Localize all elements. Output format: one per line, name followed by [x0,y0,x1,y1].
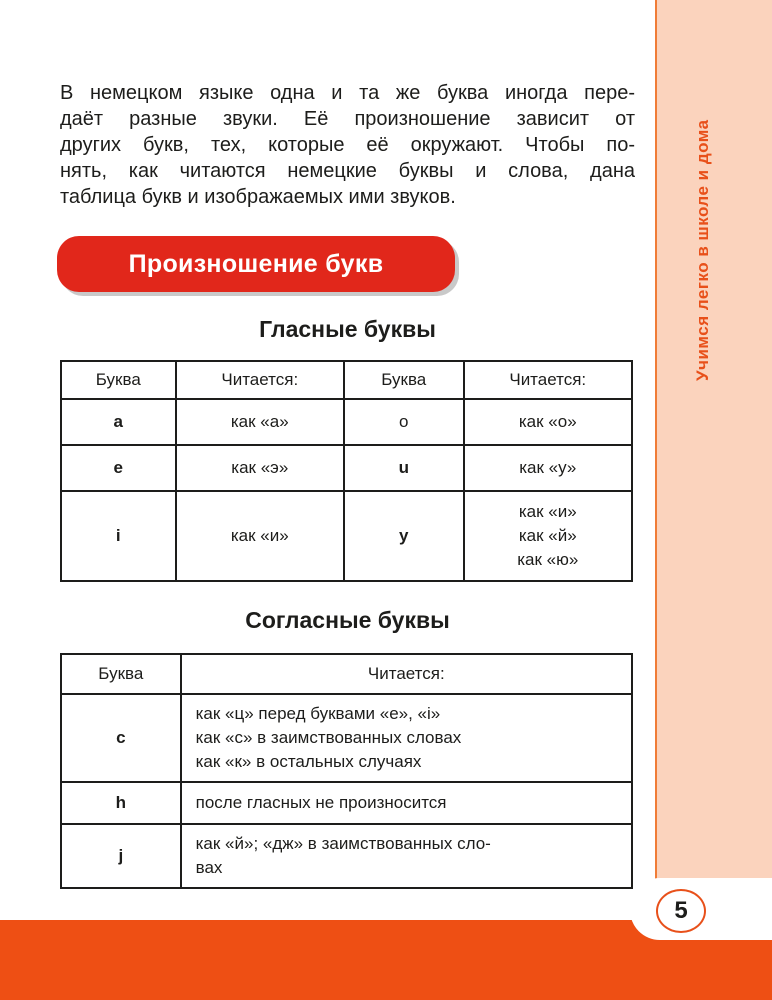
table-row [61,399,632,445]
letter-cell: h [61,782,181,824]
intro-line: нять, как читаются немецкие буквы и слова, дана [60,160,635,182]
reading-line: как «и» [518,502,577,521]
intro-line: даёт разные звуки. Её произношение зависит от [60,108,635,130]
reading-line: как «к» в остальных случаях [195,752,422,771]
letter-cell: e [61,445,176,491]
letter-cell: y [344,491,464,581]
letter-cell: c [61,694,181,782]
vowels-table [60,360,633,582]
table-row [61,491,632,581]
reading-cell [181,694,632,782]
reading-line: как «с» в заимствованных словах [195,728,462,747]
table-header-row [61,654,632,694]
reading-line: как «ю» [517,550,579,569]
section-title: Произношение букв [57,236,455,292]
reading-line: как «й» [518,526,577,545]
table-row [61,782,632,824]
table-row [61,824,632,888]
intro-line: В немецком языке одна и та же буква иногда пере- [60,82,635,104]
reading-line: как «ц» перед буквами «e», «i» [195,704,441,723]
reading-cell: как «э» [176,445,344,491]
letter-cell: o [344,399,464,445]
reading-cell: как «о» [464,399,632,445]
header-cell: Буква [61,654,181,694]
consonants-table [60,653,633,889]
letter-cell: i [61,491,176,581]
reading-cell [181,824,632,888]
letter-cell: u [344,445,464,491]
reading-cell: как «а» [176,399,344,445]
header-cell: Буква [344,361,464,399]
table-row [61,445,632,491]
consonants-title: Согласные буквы [245,607,450,633]
header-cell: Читается: [181,654,632,694]
table-row [61,694,632,782]
reading-cell [464,491,632,581]
intro-paragraph [60,80,635,210]
header-cell: Буква [61,361,176,399]
reading-line: после гласных не произносится [195,793,447,812]
reading-cell: как «и» [176,491,344,581]
reading-cell [181,782,632,824]
reading-cell: как «у» [464,445,632,491]
header-cell: Читается: [464,361,632,399]
header-cell: Читается: [176,361,344,399]
reading-line: вах [195,858,223,877]
sidebar-title: Учимся легко в школе и дома [693,119,712,381]
vowels-title: Гласные буквы [259,316,436,342]
letter-cell: a [61,399,176,445]
reading-line: как «й»; «дж» в заимствованных сло- [195,834,491,853]
letter-cell: j [61,824,181,888]
intro-line: таблица букв и изображаемых ими звуков. [60,186,456,208]
intro-line: других букв, тех, которые её окружают. Чтобы по- [60,134,635,156]
table-header-row [61,361,632,399]
page-number: 5 [656,889,706,933]
